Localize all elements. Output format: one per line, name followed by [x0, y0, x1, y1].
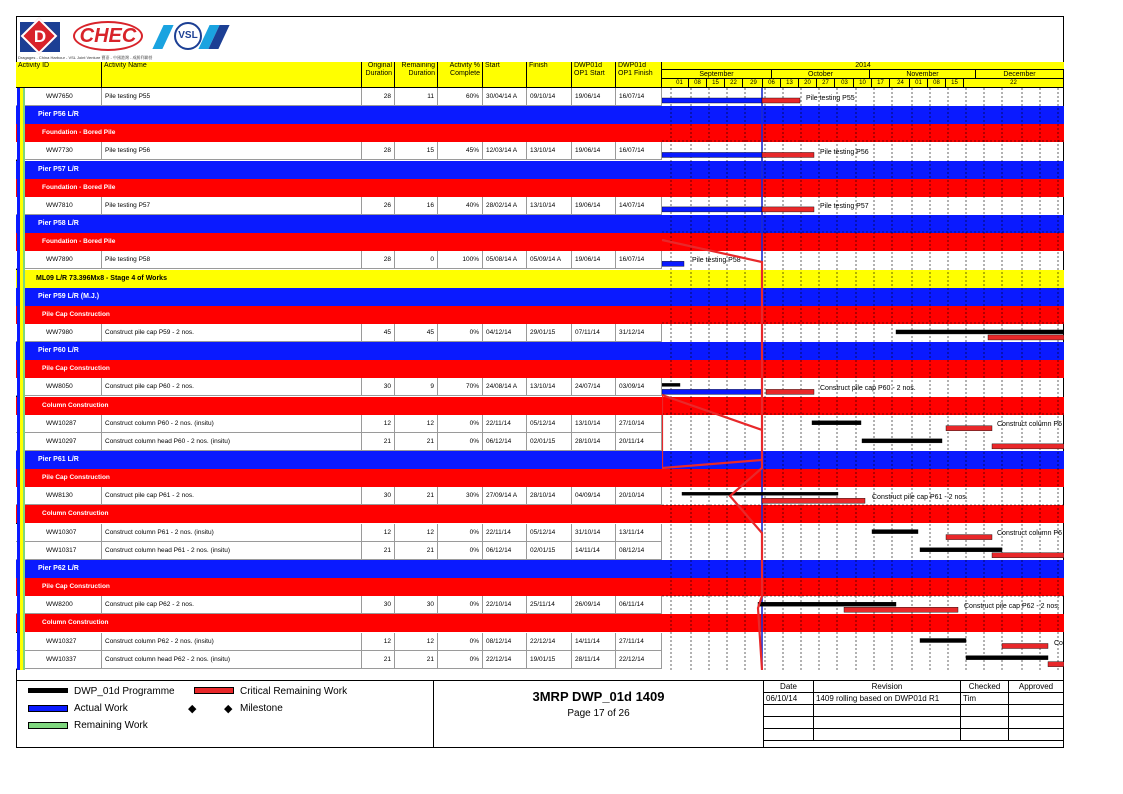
cell-original-duration: 30 — [362, 378, 395, 396]
cell-finish: 19/01/15 — [527, 651, 572, 669]
legend-milestone-label: Milestone — [240, 703, 283, 714]
gantt-bar — [988, 335, 1064, 340]
gantt-bar-label: Construct column P6 — [997, 530, 1062, 537]
col-finish[interactable]: Finish — [527, 62, 572, 88]
gantt-bar-label: Pile testing P55 — [806, 95, 855, 102]
cell-original-duration: 12 — [362, 633, 395, 651]
table-row[interactable] — [16, 251, 662, 269]
cell-op1-start: 07/11/14 — [572, 324, 616, 342]
cell-finish: 05/12/14 — [527, 524, 572, 542]
cell-start: 06/12/14 — [483, 542, 527, 560]
rev-empty-cell — [764, 705, 814, 717]
cell-op1-start: 04/09/14 — [572, 487, 616, 505]
cell-op1-finish: 08/12/14 — [616, 542, 662, 560]
cell-remaining-duration: 21 — [395, 487, 438, 505]
cell-activity-id: WW10287 — [16, 415, 102, 433]
table-row[interactable] — [16, 88, 662, 106]
cell-finish: 05/12/14 — [527, 415, 572, 433]
wbs-label: Foundation - Bored Pile — [42, 129, 116, 137]
cell-start: 28/02/14 A — [483, 197, 527, 215]
legend-programme-swatch — [28, 688, 68, 693]
gantt-bar — [812, 421, 861, 425]
cell-activity-percent: 40% — [438, 197, 483, 215]
cell-activity-id: WW10307 — [16, 524, 102, 542]
cell-remaining-duration: 0 — [395, 251, 438, 269]
cell-remaining-duration: 9 — [395, 378, 438, 396]
cell-remaining-duration: 11 — [395, 88, 438, 106]
cell-activity-percent: 0% — [438, 433, 483, 451]
cell-activity-id: WW7810 — [16, 197, 102, 215]
wbs-group-row[interactable] — [16, 106, 662, 124]
wbs-label: Pier P57 L/R — [38, 165, 79, 173]
cell-activity-name: Pile testing P55 — [102, 88, 362, 106]
cell-activity-name: Construct column head P62 - 2 nos. (insitu) — [102, 651, 362, 669]
wbs-label: Pier P59 L/R (M.J.) — [38, 292, 100, 300]
gantt-bar-label: Pile testing P57 — [820, 203, 869, 210]
timeline-month: September — [662, 70, 772, 79]
cell-op1-finish: 06/11/14 — [616, 596, 662, 614]
rev-header-approved: Approved — [1009, 681, 1064, 693]
gantt-bar — [762, 498, 865, 503]
cell-op1-finish: 03/09/14 — [616, 378, 662, 396]
gantt-chart — [662, 88, 1064, 670]
rev-empty-cell — [1009, 729, 1064, 741]
gantt-bar — [966, 656, 1048, 660]
cell-start: 06/12/14 — [483, 433, 527, 451]
gantt-bar-label: Pile testing P56 — [820, 149, 869, 156]
cell-finish: 09/10/14 — [527, 88, 572, 106]
cell-op1-start: 19/06/14 — [572, 88, 616, 106]
wbs-subgroup-row[interactable] — [16, 397, 662, 415]
dragages-logo: D — [20, 22, 60, 52]
rev-header-checked: Checked — [961, 681, 1009, 693]
legend-actual-swatch — [28, 705, 68, 712]
cell-activity-percent: 0% — [438, 542, 483, 560]
cell-remaining-duration: 45 — [395, 324, 438, 342]
gantt-bar — [992, 444, 1064, 449]
timeline-week: 01 — [910, 79, 928, 88]
wbs-subgroup-row[interactable] — [16, 505, 662, 523]
cell-activity-percent: 0% — [438, 651, 483, 669]
cell-op1-finish: 16/07/14 — [616, 142, 662, 160]
cell-start: 22/11/14 — [483, 524, 527, 542]
cell-op1-finish: 20/10/14 — [616, 487, 662, 505]
cell-start: 22/10/14 — [483, 596, 527, 614]
timeline-week: 06 — [763, 79, 781, 88]
gantt-bar — [682, 492, 838, 495]
table-row[interactable] — [16, 197, 662, 215]
wbs-stage-row[interactable] — [16, 270, 662, 288]
cell-original-duration: 28 — [362, 142, 395, 160]
timeline-year: 2014 — [662, 62, 1064, 70]
progress-line — [662, 240, 762, 670]
cell-start: 22/12/14 — [483, 651, 527, 669]
cell-start: 12/03/14 A — [483, 142, 527, 160]
rev-empty-cell — [961, 729, 1009, 741]
cell-op1-finish: 31/12/14 — [616, 324, 662, 342]
wbs-label: Column Construction — [42, 510, 109, 518]
col-original-duration[interactable]: Original Duration — [362, 62, 395, 88]
gantt-bar — [896, 330, 1064, 334]
cell-op1-start: 14/11/14 — [572, 542, 616, 560]
rev-empty-cell — [764, 729, 814, 741]
cell-op1-start: 19/06/14 — [572, 251, 616, 269]
cell-remaining-duration: 12 — [395, 633, 438, 651]
col-activity-name[interactable]: Activity Name — [102, 62, 362, 88]
col-op1-finish[interactable]: DWP01d OP1 Finish — [616, 62, 662, 88]
table-row[interactable] — [16, 433, 662, 451]
title-block — [434, 680, 764, 748]
cell-start: 04/12/14 — [483, 324, 527, 342]
rev-checked: Tim — [961, 693, 1009, 705]
gantt-bar — [662, 383, 680, 386]
wbs-subgroup-row[interactable] — [16, 614, 662, 632]
cell-activity-percent: 0% — [438, 633, 483, 651]
table-row[interactable] — [16, 142, 662, 160]
table-row[interactable] — [16, 415, 662, 433]
page-number: Page 17 of 26 — [567, 708, 630, 719]
joint-venture-caption: Dragages - China Harbour - VSL Joint Venture 寶嘉 - 中國港灣 - 威勝利聯營 — [18, 55, 153, 60]
gantt-bar — [1002, 644, 1048, 649]
wbs-indent-bar-green — [23, 88, 25, 670]
cell-op1-start: 19/06/14 — [572, 197, 616, 215]
legend-actual-label: Actual Work — [74, 703, 128, 714]
chec-logo: CHEC — [73, 21, 143, 51]
wbs-label: Pile Cap Construction — [42, 310, 110, 318]
rev-approved — [1009, 693, 1064, 705]
gantt-bar-label: Construct column P6 — [997, 421, 1062, 428]
rev-header-revision: Revision — [814, 681, 961, 693]
cell-original-duration: 45 — [362, 324, 395, 342]
wbs-label: Pier P61 L/R — [38, 456, 79, 463]
cell-op1-start: 28/11/14 — [572, 651, 616, 669]
gantt-bar — [758, 602, 896, 606]
wbs-label: Pier P56 L/R — [38, 111, 79, 119]
timeline-week: 22 — [964, 79, 1064, 88]
cell-finish: 13/10/14 — [527, 197, 572, 215]
cell-finish: 13/10/14 — [527, 142, 572, 160]
cell-activity-name: Pile testing P58 — [102, 251, 362, 269]
gantt-bar — [920, 639, 966, 643]
legend-critical-label: Critical Remaining Work — [240, 686, 348, 697]
cell-finish: 02/01/15 — [527, 542, 572, 560]
gantt-bar-label: Construct pile cap P60 - 2 nos. — [820, 385, 916, 392]
cell-start: 05/08/14 A — [483, 251, 527, 269]
cell-remaining-duration: 21 — [395, 433, 438, 451]
cell-activity-id: WW10317 — [16, 542, 102, 560]
cell-activity-percent: 70% — [438, 378, 483, 396]
timeline-week: 20 — [799, 79, 817, 88]
cell-original-duration: 21 — [362, 433, 395, 451]
cell-op1-start: 26/09/14 — [572, 596, 616, 614]
timeline-week: 24 — [892, 79, 910, 88]
timeline-week: 01 — [671, 79, 689, 88]
cell-activity-id: WW10337 — [16, 651, 102, 669]
table-row[interactable] — [16, 651, 662, 669]
cell-activity-id: WW8200 — [16, 596, 102, 614]
cell-activity-id: WW8130 — [16, 487, 102, 505]
cell-op1-finish: 13/11/14 — [616, 524, 662, 542]
cell-op1-finish: 20/11/14 — [616, 433, 662, 451]
table-row[interactable] — [16, 542, 662, 560]
cell-activity-id: WW7980 — [16, 324, 102, 342]
wbs-subgroup-row[interactable] — [16, 179, 662, 197]
gantt-bar — [946, 535, 992, 540]
timeline-week: 29 — [745, 79, 763, 88]
cell-original-duration: 30 — [362, 596, 395, 614]
gantt-bar — [662, 98, 762, 103]
cell-remaining-duration: 12 — [395, 524, 438, 542]
cell-activity-id: WW7890 — [16, 251, 102, 269]
wbs-group-row[interactable] — [16, 288, 662, 306]
cell-start: 30/04/14 A — [483, 88, 527, 106]
cell-op1-finish: 22/12/14 — [616, 651, 662, 669]
timeline-week: 13 — [781, 79, 799, 88]
wbs-label: Pile Cap Construction — [42, 365, 110, 373]
gantt-bar-label: Construct pile cap P62 - 2 nos. — [964, 603, 1060, 610]
timeline-month: December — [976, 70, 1064, 79]
gantt-bar — [662, 261, 684, 266]
cell-remaining-duration: 30 — [395, 596, 438, 614]
wbs-label: Column Construction — [42, 619, 109, 627]
cell-finish: 22/12/14 — [527, 633, 572, 651]
wbs-label: Foundation - Bored Pile — [42, 238, 116, 246]
col-remaining-duration[interactable]: Remaining Duration — [395, 62, 438, 88]
wbs-subgroup-row[interactable] — [16, 124, 662, 142]
cell-activity-id: WW7650 — [16, 88, 102, 106]
rev-description: 1409 rolling based on DWP01d R1 — [814, 693, 961, 705]
rev-date: 06/10/14 — [764, 693, 814, 705]
wbs-subgroup-row[interactable] — [16, 578, 662, 596]
cell-activity-name: Construct column P62 - 2 nos. (insitu) — [102, 633, 362, 651]
cell-activity-percent: 60% — [438, 88, 483, 106]
cell-original-duration: 21 — [362, 542, 395, 560]
table-row[interactable] — [16, 633, 662, 651]
cell-activity-name: Pile testing P56 — [102, 142, 362, 160]
rev-empty-cell — [961, 717, 1009, 729]
gantt-bar — [920, 548, 1002, 552]
rev-empty-cell — [961, 705, 1009, 717]
gantt-bar — [872, 530, 918, 534]
cell-activity-percent: 100% — [438, 251, 483, 269]
timeline-week: 08 — [689, 79, 707, 88]
cell-activity-name: Pile testing P57 — [102, 197, 362, 215]
gantt-bar — [762, 207, 814, 212]
wbs-label: Pile Cap Construction — [42, 474, 110, 482]
gantt-bar — [662, 389, 762, 394]
cell-original-duration: 30 — [362, 487, 395, 505]
cell-remaining-duration: 21 — [395, 542, 438, 560]
cell-op1-start: 13/10/14 — [572, 415, 616, 433]
cell-activity-id: WW10327 — [16, 633, 102, 651]
cell-remaining-duration: 16 — [395, 197, 438, 215]
vsl-logo: VSL — [156, 21, 220, 51]
wbs-group-row[interactable] — [16, 215, 662, 233]
wbs-label: ML09 L/R 73.396Mx8 - Stage 4 of Works — [36, 274, 167, 282]
timeline-week: 03 — [836, 79, 854, 88]
col-activity-percent[interactable]: Activity % Complete — [438, 62, 483, 88]
gantt-bar-label: Pile testing P58 — [692, 257, 741, 264]
timeline-header — [662, 62, 1064, 88]
wbs-group-row[interactable] — [16, 161, 662, 179]
cell-remaining-duration: 15 — [395, 142, 438, 160]
cell-activity-percent: 0% — [438, 596, 483, 614]
wbs-group-row[interactable] — [16, 342, 662, 360]
cell-op1-start: 19/06/14 — [572, 142, 616, 160]
rev-header-date: Date — [764, 681, 814, 693]
timeline-month: November — [870, 70, 976, 79]
timeline-week: 10 — [854, 79, 872, 88]
cell-op1-finish: 27/11/14 — [616, 633, 662, 651]
wbs-label: Pile Cap Construction — [42, 583, 110, 591]
cell-activity-id: WW7730 — [16, 142, 102, 160]
cell-activity-percent: 0% — [438, 524, 483, 542]
gantt-bar — [1048, 662, 1064, 667]
cell-activity-name: Construct pile cap P60 - 2 nos. — [102, 378, 362, 396]
legend-remaining-swatch — [28, 722, 68, 729]
document-title: 3MRP DWP_01d 1409 — [532, 689, 665, 704]
wbs-subgroup-row[interactable] — [16, 233, 662, 251]
cell-activity-id: WW8050 — [16, 378, 102, 396]
cell-op1-finish: 16/07/14 — [616, 251, 662, 269]
gantt-bar — [762, 98, 800, 103]
cell-activity-percent: 45% — [438, 142, 483, 160]
cell-op1-finish: 16/07/14 — [616, 88, 662, 106]
table-row[interactable] — [16, 324, 662, 342]
rev-empty-cell — [814, 717, 961, 729]
legend-critical-swatch — [194, 687, 234, 694]
gantt-bar — [662, 152, 762, 157]
timeline-month: October — [772, 70, 870, 79]
cell-original-duration: 28 — [362, 88, 395, 106]
cell-start: 27/09/14 A — [483, 487, 527, 505]
timeline-week: 15 — [946, 79, 964, 88]
milestone-icon: ◆ — [224, 703, 233, 715]
timeline-week: 08 — [928, 79, 946, 88]
rev-empty-cell — [764, 717, 814, 729]
gantt-bar — [946, 426, 992, 431]
legend — [16, 680, 434, 748]
cell-finish: 05/09/14 A — [527, 251, 572, 269]
cell-original-duration: 12 — [362, 415, 395, 433]
cell-op1-start: 28/10/14 — [572, 433, 616, 451]
cell-op1-start: 31/10/14 — [572, 524, 616, 542]
wbs-label: Foundation - Bored Pile — [42, 183, 116, 191]
cell-activity-percent: 0% — [438, 324, 483, 342]
cell-start: 24/08/14 A — [483, 378, 527, 396]
cell-activity-name: Construct column head P60 - 2 nos. (insitu) — [102, 433, 362, 451]
revision-table — [764, 680, 1064, 748]
cell-activity-percent: 0% — [438, 415, 483, 433]
cell-original-duration: 12 — [362, 524, 395, 542]
cell-finish: 25/11/14 — [527, 596, 572, 614]
table-row[interactable] — [16, 596, 662, 614]
cell-original-duration: 26 — [362, 197, 395, 215]
cell-start: 08/12/14 — [483, 633, 527, 651]
wbs-label: Column Construction — [42, 401, 109, 409]
wbs-label: Pier P60 L/R — [38, 347, 79, 355]
gantt-bar-label: Co — [1054, 640, 1063, 647]
timeline-week: 15 — [707, 79, 725, 88]
timeline-week: 22 — [725, 79, 743, 88]
gantt-bar-label: Construct pile cap P61 - 2 nos. — [872, 494, 968, 501]
gantt-bar — [844, 607, 958, 612]
timeline-week: 27 — [817, 79, 835, 88]
cell-finish: 28/10/14 — [527, 487, 572, 505]
cell-op1-start: 14/11/14 — [572, 633, 616, 651]
cell-start: 22/11/14 — [483, 415, 527, 433]
cell-original-duration: 21 — [362, 651, 395, 669]
rev-empty-cell — [814, 705, 961, 717]
rev-empty-cell — [1009, 717, 1064, 729]
cell-activity-name: Construct pile cap P62 - 2 nos. — [102, 596, 362, 614]
cell-finish: 02/01/15 — [527, 433, 572, 451]
cell-activity-name: Construct pile cap P59 - 2 nos. — [102, 324, 362, 342]
legend-programme-label: DWP_01d Programme — [74, 686, 175, 697]
table-row[interactable] — [16, 487, 662, 505]
cell-op1-start: 24/07/14 — [572, 378, 616, 396]
wbs-label: Pier P58 L/R — [38, 220, 79, 228]
cell-op1-finish: 27/10/14 — [616, 415, 662, 433]
cell-activity-percent: 30% — [438, 487, 483, 505]
cell-remaining-duration: 21 — [395, 651, 438, 669]
table-row[interactable] — [16, 378, 662, 396]
gantt-bar — [662, 207, 762, 212]
cell-activity-id: WW10297 — [16, 433, 102, 451]
table-row[interactable] — [16, 524, 662, 542]
gantt-bar — [762, 152, 814, 157]
col-start[interactable]: Start — [483, 62, 527, 88]
cell-activity-name: Construct column P61 - 2 nos. (insitu) — [102, 524, 362, 542]
wbs-subgroup-row[interactable] — [16, 469, 662, 487]
cell-remaining-duration: 12 — [395, 415, 438, 433]
cell-finish: 29/01/15 — [527, 324, 572, 342]
timeline-week: 17 — [872, 79, 890, 88]
milestone-icon: ◆ — [188, 703, 197, 715]
wbs-group-row[interactable] — [16, 560, 662, 578]
gantt-bar — [766, 389, 814, 394]
col-activity-id[interactable]: Activity ID — [16, 62, 102, 88]
cell-original-duration: 28 — [362, 251, 395, 269]
cell-op1-finish: 14/07/14 — [616, 197, 662, 215]
cell-activity-name: Construct pile cap P61 - 2 nos. — [102, 487, 362, 505]
cell-activity-name: Construct column P60 - 2 nos. (insitu) — [102, 415, 362, 433]
cell-activity-name: Construct column head P61 - 2 nos. (insitu) — [102, 542, 362, 560]
gantt-bar — [862, 439, 942, 443]
wbs-group-row[interactable] — [16, 451, 662, 469]
legend-remaining-label: Remaining Work — [74, 720, 148, 731]
col-op1-start[interactable]: DWP01d OP1 Start — [572, 62, 616, 88]
rev-empty-cell — [1009, 705, 1064, 717]
wbs-label: Pier P62 L/R — [38, 564, 79, 572]
gantt-bar — [992, 553, 1064, 558]
wbs-subgroup-row[interactable] — [16, 360, 662, 378]
rev-empty-cell — [814, 729, 961, 741]
cell-finish: 13/10/14 — [527, 378, 572, 396]
wbs-subgroup-row[interactable] — [16, 306, 662, 324]
